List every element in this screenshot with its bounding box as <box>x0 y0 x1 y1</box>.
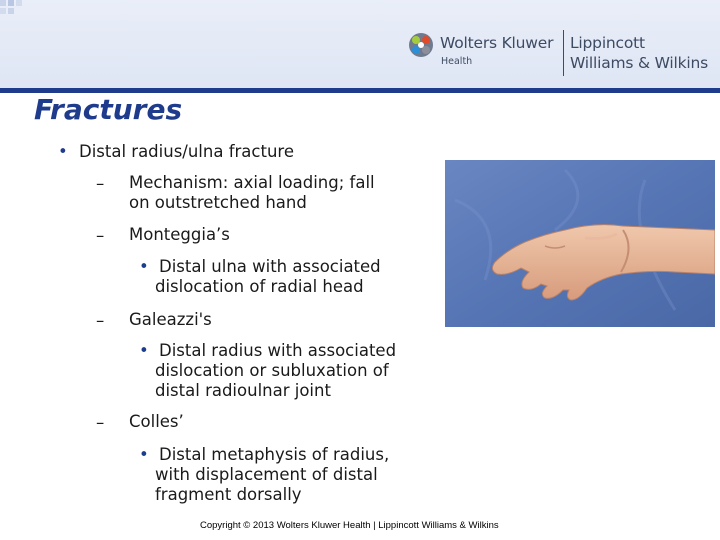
logo-divider <box>563 30 564 76</box>
list-item-colles <box>129 412 184 432</box>
list-item-line: Distal ulna with associated <box>158 257 381 276</box>
slide-title: Fractures <box>34 93 183 126</box>
dash-icon: – <box>96 413 105 432</box>
wrist-photo-illustration <box>445 160 715 327</box>
dash-icon: – <box>96 311 105 330</box>
list-item-line: Distal metaphysis of radius, <box>158 445 390 464</box>
sub-bullet-galeazzi <box>139 341 396 401</box>
bullet-icon: • <box>139 257 149 276</box>
bullet-icon: • <box>139 341 149 360</box>
list-item-line: Mechanism: axial loading; fall <box>129 173 375 192</box>
main-bullet <box>58 142 294 162</box>
list-item-line: on outstretched hand <box>129 193 307 212</box>
list-item-line: Distal radius with associated <box>158 341 397 360</box>
list-item-galeazzi <box>129 310 212 330</box>
brand-publisher-line2: Williams & Wilkins <box>570 54 709 72</box>
list-item-line: Monteggia’s <box>129 225 230 244</box>
bullet-icon: • <box>58 142 68 161</box>
bullet-icon: • <box>139 445 149 464</box>
sub-bullet-colles <box>139 445 389 505</box>
list-item-line: dislocation of radial head <box>155 277 364 296</box>
list-item-monteggia <box>129 225 230 245</box>
list-item-line: fragment dorsally <box>155 485 302 504</box>
dash-icon: – <box>96 226 105 245</box>
wrist-fracture-photo <box>445 160 715 327</box>
list-item-line: Galeazzi's <box>129 310 212 329</box>
list-item-line: distal radioulnar joint <box>155 381 331 400</box>
list-item-line: Colles’ <box>129 412 184 431</box>
list-item-mechanism <box>129 173 375 213</box>
dash-icon: – <box>96 174 105 193</box>
main-bullet-text: Distal radius/ulna fracture <box>78 142 294 161</box>
list-item-line: with displacement of distal <box>155 465 378 484</box>
brand-division: Health <box>441 56 473 67</box>
list-item-line: dislocation or subluxation of <box>155 361 389 380</box>
copyright-notice: Copyright © 2013 Wolters Kluwer Health | Lippincott Williams & Wilkins <box>200 520 499 531</box>
wolters-kluwer-globe-icon <box>408 32 434 58</box>
sub-bullet-monteggia <box>139 257 381 297</box>
brand-publisher-line1: Lippincott <box>570 34 645 52</box>
brand-company: Wolters Kluwer <box>440 34 554 52</box>
